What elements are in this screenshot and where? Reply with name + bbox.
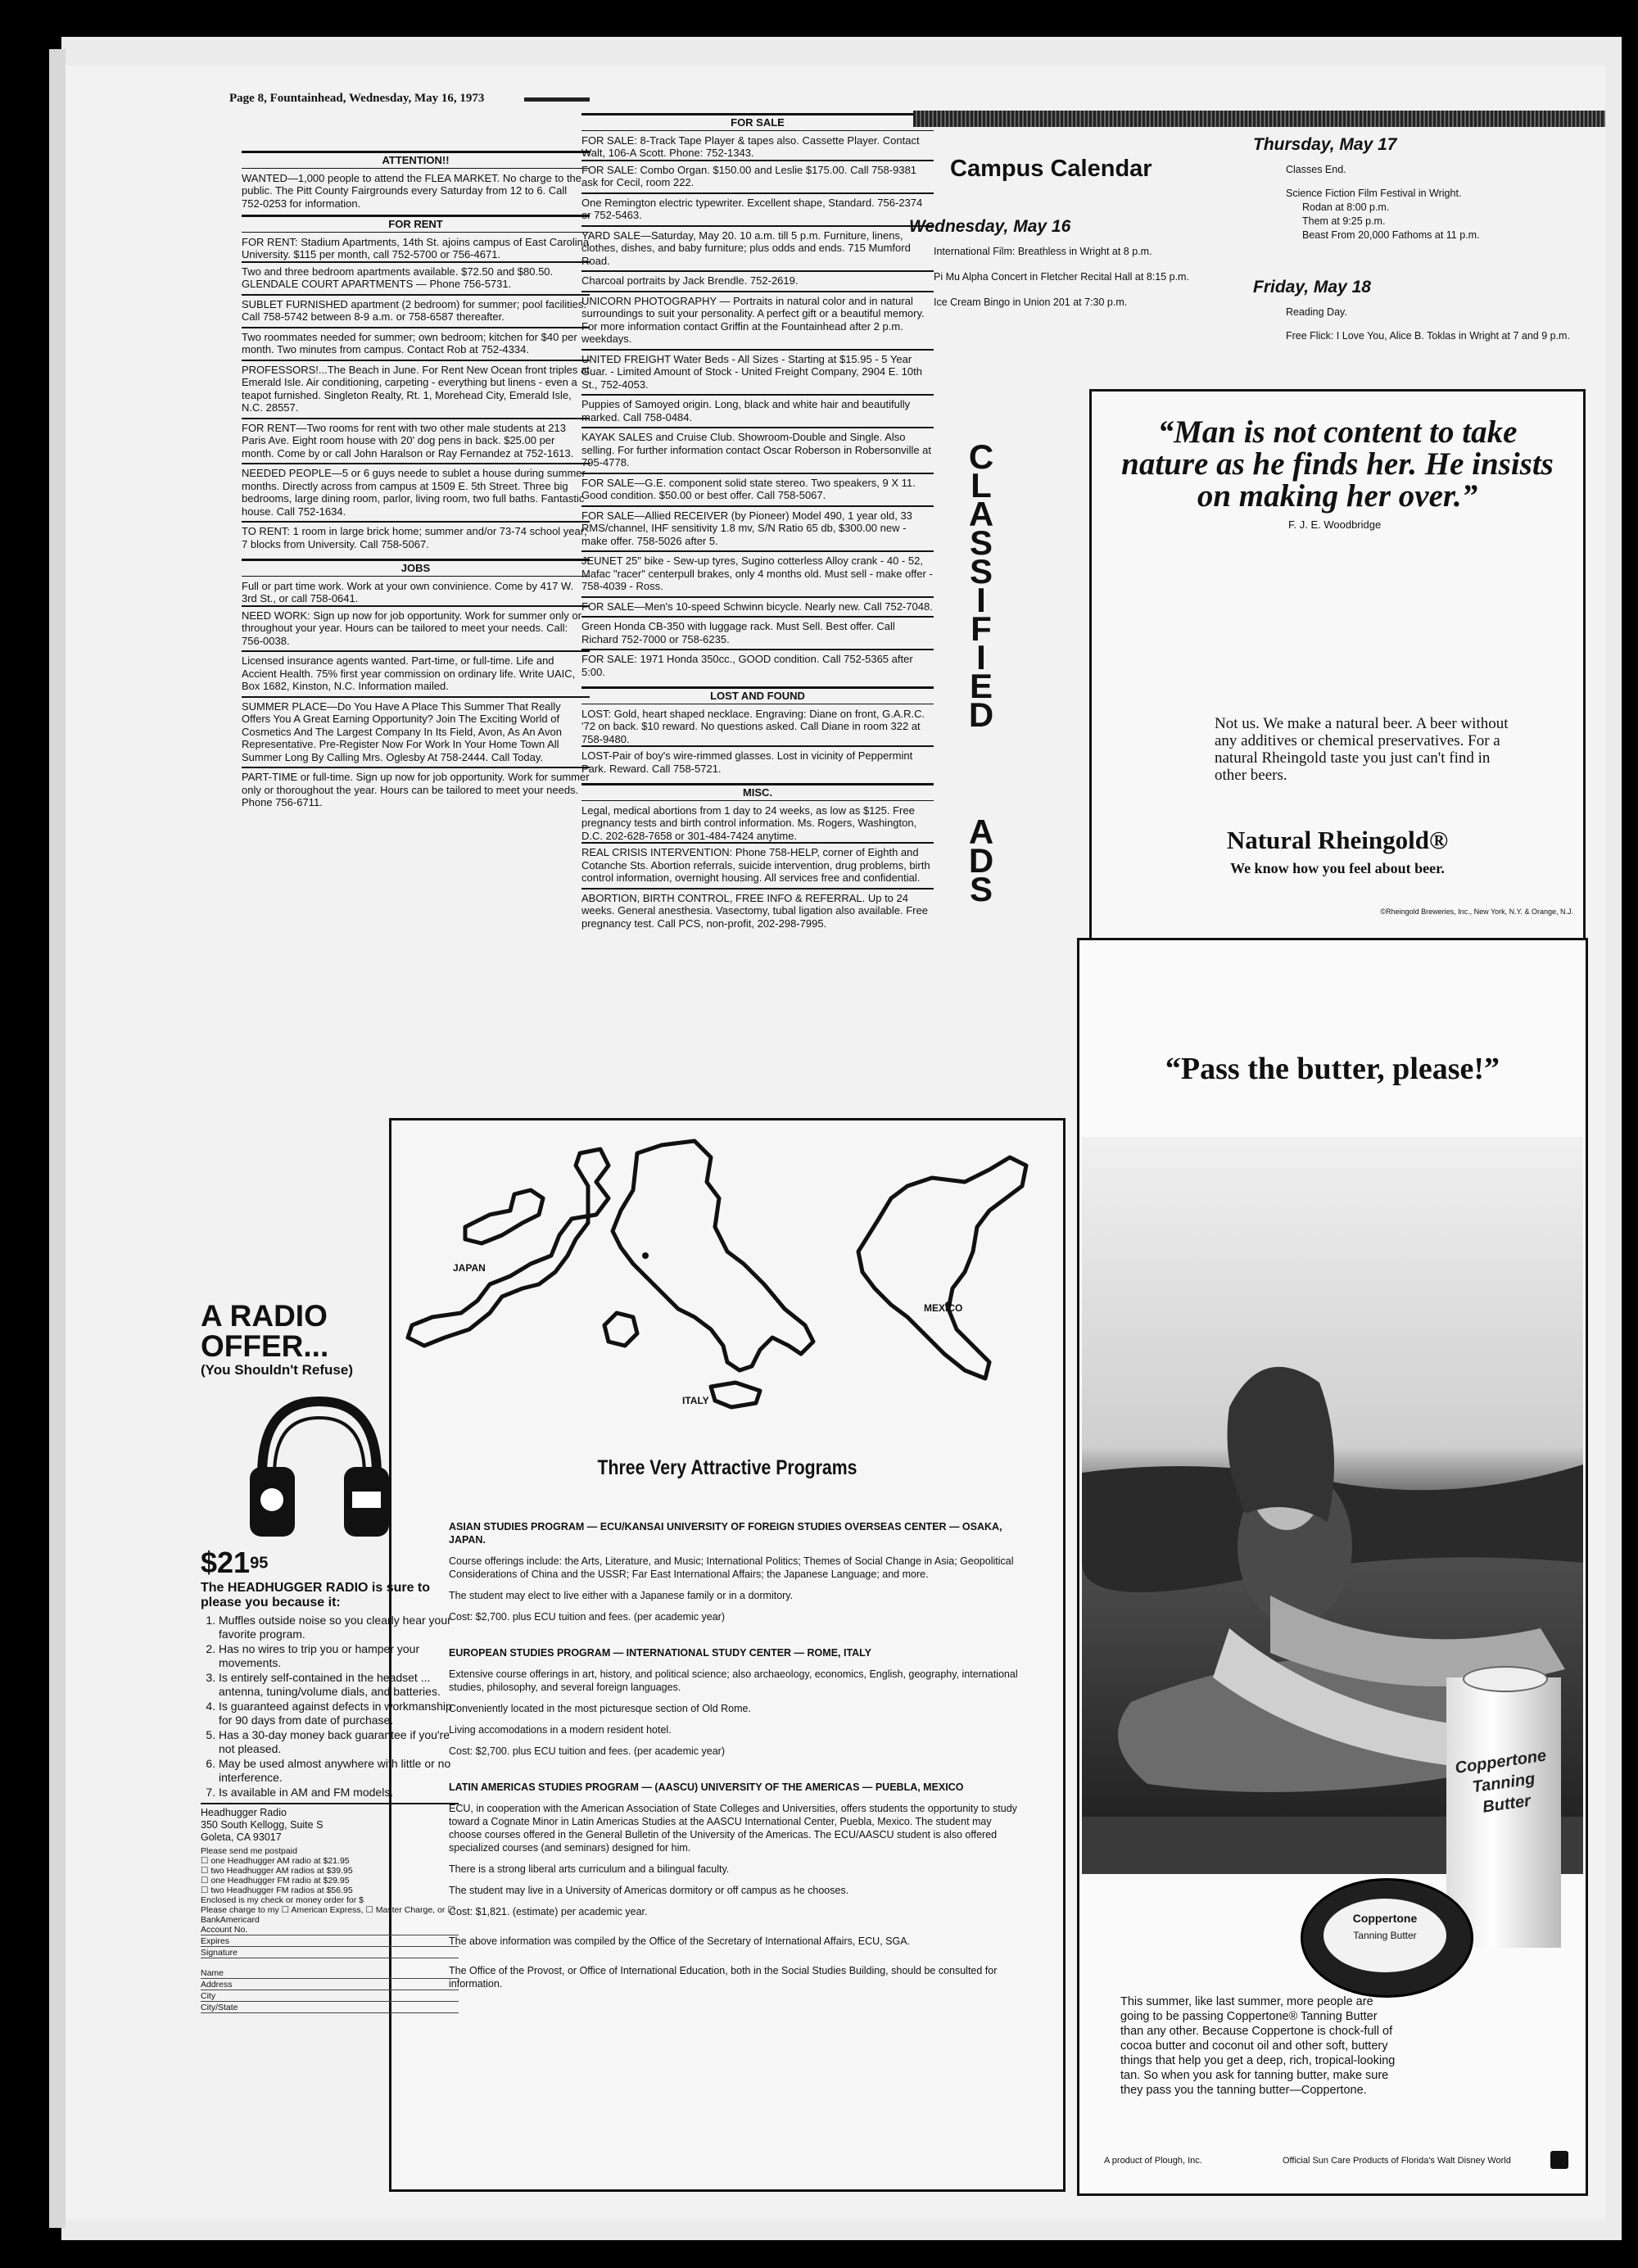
radio-reason: 3. Is entirely self-contained in the headset ... antenna, tuning/volume dials, and batteries. xyxy=(219,1671,459,1699)
classified-ad: LOST: Gold, heart shaped necklace. Engraving: Diane on front, G.A.R.C. '72 on back. $10 reward. No questions asked. Call Diane in room 322 at 758-9480. xyxy=(581,707,925,745)
calendar-day-thursday xyxy=(1253,135,1597,242)
classified-word xyxy=(957,437,1006,734)
map-label-japan: JAPAN xyxy=(453,1262,486,1274)
section-heading: ATTENTION!! xyxy=(242,151,590,169)
order-form-line: Please send me postpaid xyxy=(201,1846,297,1856)
calendar-event: Pi Mu Alpha Concert in Fletcher Recital Hall at 8:15 p.m. xyxy=(934,271,1189,283)
world-map-illustration xyxy=(400,1120,1055,1432)
radio-intro: The HEADHUGGER RADIO is sure to please you because it: xyxy=(201,1581,431,1609)
page-header xyxy=(229,92,484,106)
programs-title: Three Very Attractive Programs xyxy=(597,1456,857,1479)
section-heading: JOBS xyxy=(242,559,590,577)
calendar-events xyxy=(1253,306,1597,343)
program-paragraph: Conveniently located in the most picturesque section of Old Rome. xyxy=(449,1703,751,1714)
calendar-title: Campus Calendar xyxy=(950,156,1152,182)
calendar-event: Classes End. xyxy=(1286,164,1346,175)
classified-ad: PROFESSORS!...The Beach in June. For Rent New Ocean front triples at Emerald Isle. Air conditioning, carpeting - everything but linens - even a teapot furnished. Singleton Realty, Rt. 1, Morehead City, Emerald Isle, N.C. 28557. xyxy=(242,360,590,418)
coppertone-headline: “Pass the butter, please!” xyxy=(1165,1052,1500,1086)
classified-ad: Full or part time work. Work at your own convinience. Come by 417 W. 3rd St., or call 758-0641. xyxy=(242,579,574,604)
classified-ad: Legal, medical abortions from 1 day to 24 weeks, as low as $125. Free pregnancy tests and birth control information. Ms. Rogers, Washington, D.C. 202-628-7658 or 301-484-7424 anytime. xyxy=(581,804,917,842)
vertical-letter: S xyxy=(969,870,993,908)
vertical-letter: F xyxy=(971,609,992,648)
calendar-event: International Film: Breathless in Wright at 8 p.m. xyxy=(934,246,1152,257)
headhugger-radio-ad xyxy=(201,1301,459,2165)
programs-footer-note: The above information was compiled by the Office of the Secretary of International Affairs, ECU, SGA. xyxy=(449,1935,911,1947)
vertical-letter: E xyxy=(969,667,993,705)
map-label-mexico: MEXICO xyxy=(924,1302,963,1314)
rheingold-body: Not us. We make a natural beer. A beer without any additives or chemical preservatives. For a natural Rheingold taste you just can't find in other beers. xyxy=(1215,715,1509,784)
calendar-event: Reading Day. xyxy=(1286,306,1347,318)
study-abroad-ad xyxy=(389,1118,1066,2192)
calendar-day-heading: Friday, May 18 xyxy=(1253,278,1371,297)
order-form-line: Signature xyxy=(201,1948,459,1958)
calendar-event: Beast From 20,000 Fathoms at 11 p.m. xyxy=(1302,229,1480,241)
radio-subhead: (You Shouldn't Refuse) xyxy=(201,1362,353,1378)
classified-ad: SUMMER PLACE—Do You Have A Place This Summer That Really Offers You A Great Earning Opportunity? Join The Exciting World of Cosmetics And The Largest Company In Its Field, Avon, As An Avon Representative. Pre-Register Now For Work In Your Home Town All Summer Long By Calling Mrs. Oglesby At 758-2444. Call Today. xyxy=(242,696,590,767)
radio-headline-2: OFFER... xyxy=(201,1329,329,1363)
calendar-banner-rule xyxy=(913,111,1605,127)
program-paragraph: Cost: $2,700. plus ECU tuition and fees. (per academic year) xyxy=(449,1745,725,1757)
coppertone-ad xyxy=(1077,938,1588,2196)
calendar-day-heading: Thursday, May 17 xyxy=(1253,135,1397,154)
address-line: 350 South Kellogg, Suite S xyxy=(201,1819,324,1831)
coppertone-can-label: Coppertone Tanning Butter xyxy=(1454,1746,1548,1817)
section-heading: LOST AND FOUND xyxy=(581,686,934,704)
ads-word xyxy=(957,813,1006,908)
vertical-letter: S xyxy=(969,523,993,562)
order-form-line: ☐ two Headhugger FM radios at $56.95 xyxy=(201,1885,353,1895)
classified-ad: FOR SALE—Allied RECEIVER (by Pioneer) Model 490, 1 year old, 33 RMS/channel, IHF sensitivity 1.8 mv, S/N Ratio 65 db, $300.00 new - make offer. 758-5026 after 5. xyxy=(581,505,934,551)
map-label-italy: ITALY xyxy=(682,1395,709,1406)
calendar-event: Rodan at 8:00 p.m. xyxy=(1302,201,1390,213)
vertical-letter: A xyxy=(968,495,994,533)
classified-ad: NEED WORK: Sign up now for job opportunity. Work for summer only or throughout your year. Hours can be tailored to meet your needs. Call: 756-0038. xyxy=(242,605,590,651)
order-form-line: Name xyxy=(201,1968,459,1979)
classified-column-1 xyxy=(242,146,590,813)
order-form-line: Expires xyxy=(201,1936,459,1947)
calendar-day-wednesday xyxy=(909,217,1269,321)
address-line: Goleta, CA 93017 xyxy=(201,1831,282,1843)
calendar-event: Free Flick: I Love You, Alice B. Toklas in Wright at 7 and 9 p.m. xyxy=(1286,330,1570,342)
radio-order-form xyxy=(201,1846,459,2013)
radio-reasons-list xyxy=(201,1614,459,1799)
classified-ad: Green Honda CB-350 with luggage rack. Must Sell. Best offer. Call Richard 752-7000 or 758-6235. xyxy=(581,616,934,649)
vertical-letter: A xyxy=(968,813,994,851)
calendar-events xyxy=(909,245,1269,310)
classified-ad: Charcoal portraits by Jack Brendle. 752-2619. xyxy=(581,270,934,291)
section-heading: FOR SALE xyxy=(581,113,934,131)
vertical-letter: C xyxy=(968,437,994,476)
order-form-line: Enclosed is my check or money order for $ xyxy=(201,1895,364,1905)
address-line: Headhugger Radio xyxy=(201,1807,287,1818)
rheingold-ad xyxy=(1089,389,1586,976)
calendar-event: Science Fiction Film Festival in Wright. xyxy=(1286,188,1462,199)
order-form-line: ☐ two Headhugger AM radios at $39.95 xyxy=(201,1866,353,1876)
classified-ad: KAYAK SALES and Cruise Club. Showroom-Double and Single. Also selling. For further information contact Oscar Roberson in Robersonville at 795-4778. xyxy=(581,427,934,473)
vertical-letter: I xyxy=(976,638,986,677)
mexico-outline xyxy=(858,1157,1026,1378)
classified-ad: One Remington electric typewriter. Excellent shape, Standard. 756-2374 or 752-5463. xyxy=(581,192,934,225)
classified-ad: TO RENT: 1 room in large brick home; summer and/or 73-74 school year; 7 blocks from University. Call 758-5067. xyxy=(242,521,590,554)
vertical-letter: D xyxy=(968,695,994,734)
radio-reason: 6. May be used almost anywhere with little or no interference. xyxy=(219,1757,459,1785)
classified-ad: UNITED FREIGHT Water Beds - All Sizes - Starting at $15.95 - 5 Year Guar. - Limited Amount of Stock - United Freight Company, 2904 E. 10th St., 752-4053. xyxy=(581,349,934,395)
order-form-line: Account No. xyxy=(201,1925,459,1935)
program-paragraph: Cost: $1,821. (estimate) per academic year. xyxy=(449,1906,648,1917)
disney-logo-icon xyxy=(1550,2151,1568,2169)
radio-headline-1: A RADIO xyxy=(201,1299,328,1333)
coppertone-tin-brand: Coppertone xyxy=(1352,1912,1418,1925)
order-form-line: Please charge to my ☐ American Express, ☐ Master Charge, or ☐ BankAmericard xyxy=(201,1905,455,1925)
classified-vertical-title xyxy=(957,437,1006,908)
page-edge xyxy=(49,49,66,2228)
classified-ad: FOR SALE: 8-Track Tape Player & tapes also. Cassette Player. Contact Walt, 106-A Scott. Phone: 752-1343. xyxy=(581,134,920,159)
newspaper-page xyxy=(66,66,1605,2220)
program-heading: EUROPEAN STUDIES PROGRAM — INTERNATIONAL STUDY CENTER — ROME, ITALY xyxy=(449,1647,872,1659)
radio-reason: 4. Is guaranteed against defects in workmanship for 90 days from date of purchase. xyxy=(219,1700,459,1727)
page-header-text: Page 8, Fountainhead, Wednesday, May 16, 1973 xyxy=(229,92,485,105)
classified-ad: SUBLET FURNISHED apartment (2 bedroom) for summer; pool facilities. Call 758-5742 between 8-9 a.m. or 758-6587 thereafter. xyxy=(242,294,590,327)
classified-ad: UNICORN PHOTOGRAPHY — Portraits in natural color and in natural surroundings to suit your personality. A perfect gift or a beautiful memory. For more information contact Griffin at the Fountainhead after 2 p.m. weekdays. xyxy=(581,291,934,349)
coppertone-can xyxy=(1446,1677,1561,1948)
classified-ad: YARD SALE—Saturday, May 20. 10 a.m. till 5 p.m. Furniture, linens, clothes, dishes, and baby furniture; plus odds and ends. 715 Mumford Road. xyxy=(581,225,934,271)
calendar-day-heading: Wednesday, May 16 xyxy=(909,217,1071,236)
coppertone-body: This summer, like last summer, more people are going to be passing Coppertone® Tanning Butter than any other. Because Coppertone is chock-full of cocoa butter and coconut oil and other soft, buttery things that help you get a deep, rich, tropical-looking tan. So when you ask for tanning butter, make sure they pass you the tanning butter—Coppertone. xyxy=(1120,1995,1396,2097)
classified-ad: Licensed insurance agents wanted. Part-time, or full-time. Life and Accient Health. 75% first year commission on ordinary life. Write UAIC, Box 1682, Kinston, N.C. Information mailed. xyxy=(242,650,590,696)
program-paragraph: Extensive course offerings in art, history, and political science; also archaeology, economics, English, geography, international studies, philosophy, and several foreign languages. xyxy=(449,1668,1018,1693)
program-paragraph: There is a strong liberal arts curriculum and a bilingual faculty. xyxy=(449,1863,730,1875)
vertical-letter: L xyxy=(971,466,992,505)
radio-reason: 1. Muffles outside noise so you clearly hear your favorite program. xyxy=(219,1614,459,1641)
classified-ad: LOST-Pair of boy's wire-rimmed glasses. Lost in vicinity of Peppermint Park. Reward. Call 758-5721. xyxy=(581,745,934,778)
classified-ad: FOR RENT—Two rooms for rent with two other male students at 213 Paris Ave. Eight room house with 20' dog pens in back. $25.00 per month. Come by or call John Haralson or Ray Fernandez at 752-1613. xyxy=(242,418,590,464)
classified-ad: FOR SALE: 1971 Honda 350cc., GOOD condition. Call 752-5365 after 5:00. xyxy=(581,649,934,681)
classified-ad: PART-TIME or full-time. Sign up now for job opportunity. Work for summer only or thoroughout the year. Hours can be tailored to meet your needs. Phone 756-6711. xyxy=(242,767,590,813)
calendar-day-friday xyxy=(1253,280,1597,343)
program-heading: ASIAN STUDIES PROGRAM — ECU/KANSAI UNIVERSITY OF FOREIGN STUDIES OVERSEAS CENTER — OSAKA, JAPAN. xyxy=(449,1521,1002,1546)
programs-footer-note: The Office of the Provost, or Office of International Education, both in the Social Studies Building, should be consulted for information. xyxy=(449,1965,998,1990)
coppertone-can-cap xyxy=(1463,1666,1548,1692)
coppertone-footer-right: Official Sun Care Products of Florida's Walt Disney World xyxy=(1283,2156,1511,2166)
coppertone-tin-label: Tanning Butter xyxy=(1353,1930,1417,1941)
vertical-letter: D xyxy=(968,841,994,880)
program-paragraph: Course offerings include: the Arts, Literature, and Music; International Politics; Themes of Social Change in Asia; Geopolitical Considerations of China and the USSR; Far East International Affairs; the Japanese Language; and more. xyxy=(449,1555,1014,1580)
classified-ad: FOR SALE—G.E. component solid state stereo. Two speakers, 9 X 11. Good condition. $50.00 or best offer. Call 758-5067. xyxy=(581,473,934,505)
classified-ad: Two and three bedroom apartments available. $72.50 and $80.50. GLENDALE COURT APARTMENTS — Phone 756-5731. xyxy=(242,261,590,294)
classified-column-2 xyxy=(581,108,934,933)
program-paragraph: Cost: $2,700. plus ECU tuition and fees. (per academic year) xyxy=(449,1611,725,1623)
classified-ad: ABORTION, BIRTH CONTROL, FREE INFO & REFERRAL. Up to 24 weeks. General anesthesia. Vasectomy, tubal ligation also available. Free pregnancy test. Call PCS, non-profit, 202-298-7995. xyxy=(581,888,934,934)
radio-reason: 7. Is available in AM and FM models. xyxy=(219,1786,459,1799)
classified-ad: NEEDED PEOPLE—5 or 6 guys neede to sublet a house during summer months. Directly across from campus at 1509 E. 5th Street. Three big bedrooms, large dining room, parlor, living room, two full baths. Fantastic house. Call 752-1634. xyxy=(242,463,590,521)
sardinia-outline xyxy=(604,1313,637,1346)
program-heading: LATIN AMERICAS STUDIES PROGRAM — (AASCU) UNIVERSITY OF THE AMERICAS — PUEBLA, MEXICO xyxy=(449,1781,964,1793)
vertical-letter: S xyxy=(969,552,993,591)
calendar-events xyxy=(1253,163,1597,242)
korea-outline xyxy=(465,1190,543,1243)
classified-ad: FOR SALE—Men's 10-speed Schwinn bicycle. Nearly new. Call 752-7048. xyxy=(581,596,934,617)
rome-marker-icon xyxy=(642,1252,649,1259)
rheingold-tagline: We know how you feel about beer. xyxy=(1230,860,1445,876)
order-form-line: City/State xyxy=(201,2003,459,2013)
rheingold-attribution: F. J. E. Woodbridge xyxy=(1288,518,1382,531)
classified-ad: Two roommates needed for summer; own bedroom; kitchen for $40 per month. Two minutes from campus. Contact Rob at 752-4334. xyxy=(242,327,590,360)
programs-list xyxy=(449,1497,1022,1990)
classified-ad: WANTED—1,000 people to attend the FLEA MARKET. No charge to the public. The Pitt County Fairgrounds every Saturday from 12 to 6. Call 752-0253 for information. xyxy=(242,171,582,210)
headphones-illustration-icon xyxy=(238,1385,401,1549)
section-heading: MISC. xyxy=(581,783,934,801)
program-paragraph: ECU, in cooperation with the American Association of State Colleges and Universities, offers students the opportunity to study toward a Cognate Minor in Latin Americas Studies at the AASCU International Center, Puebla, Mexico. The student may choose courses offered in the General Bulletin of the University of the Americas. The ECU/AASCU student is also offered specialized courses (and seminars) designed for him. xyxy=(449,1803,1017,1854)
radio-price-dollars: $21 xyxy=(201,1546,251,1579)
sicily-outline xyxy=(711,1383,760,1407)
radio-reason: 5. Has a 30-day money back guarantee if you're not pleased. xyxy=(219,1728,459,1756)
program-paragraph: The student may live in a University of Americas dormitory or off campus as he chooses. xyxy=(449,1885,849,1896)
classified-ad: REAL CRISIS INTERVENTION: Phone 758-HELP, corner of Eighth and Cotanche Sts. Abortion referrals, suicide intervention, drug problems, birth control information, overnight housing. All services free and confidential. xyxy=(581,842,934,888)
radio-price xyxy=(201,1546,459,1579)
classified-ad: FOR RENT: Stadium Apartments, 14th St. ajoins campus of East Carolina University. $115 per month, call 752-5700 or 756-4671. xyxy=(242,235,590,260)
order-form-line: ☐ one Headhugger AM radio at $21.95 xyxy=(201,1856,350,1866)
rheingold-brand: Natural Rheingold® xyxy=(1226,826,1449,854)
coppertone-tin xyxy=(1301,1878,1473,1998)
calendar-event: Them at 9:25 p.m. xyxy=(1302,215,1386,227)
program-paragraph: Living accomodations in a modern resident hotel. xyxy=(449,1724,672,1736)
rheingold-fine-print: ©Rheingold Breweries, Inc., New York, N.Y. & Orange, N.J. xyxy=(1380,908,1573,916)
order-form-line: Address xyxy=(201,1980,459,1990)
calendar-event: Ice Cream Bingo in Union 201 at 7:30 p.m. xyxy=(934,297,1128,308)
section-heading: FOR RENT xyxy=(242,215,590,233)
classified-ad: Puppies of Samoyed origin. Long, black and white hair and beautifully marked. Call 758-0484. xyxy=(581,394,934,427)
header-rule xyxy=(524,97,590,102)
rheingold-quote: “Man is not content to take nature as he finds her. He insists on making her over.” xyxy=(1121,414,1554,514)
program-paragraph: The student may elect to live either with a Japanese family or in a dormitory. xyxy=(449,1590,794,1601)
vertical-letter: I xyxy=(976,581,986,619)
radio-price-cents: 95 xyxy=(250,1554,269,1573)
order-form-line: ☐ one Headhugger FM radio at $29.95 xyxy=(201,1876,350,1885)
classified-ad: FOR SALE: Combo Organ. $150.00 and Leslie $175.00. Call 758-9381 ask for Cecil, room 222. xyxy=(581,160,934,192)
radio-order-address xyxy=(201,1803,459,1844)
radio-reason: 2. Has no wires to trip you or hamper your movements. xyxy=(219,1642,459,1670)
classified-ad: JEUNET 25" bike - Sew-up tyres, Sugino cotterless Alloy crank - 40 - 52, Mafac "racer" centerpull brakes, only 4 months old. Must sell - make offer - 758-4039 - Ross. xyxy=(581,550,934,596)
coppertone-footer-left: A product of Plough, Inc. xyxy=(1104,2156,1202,2166)
order-form-line: City xyxy=(201,1991,459,2002)
